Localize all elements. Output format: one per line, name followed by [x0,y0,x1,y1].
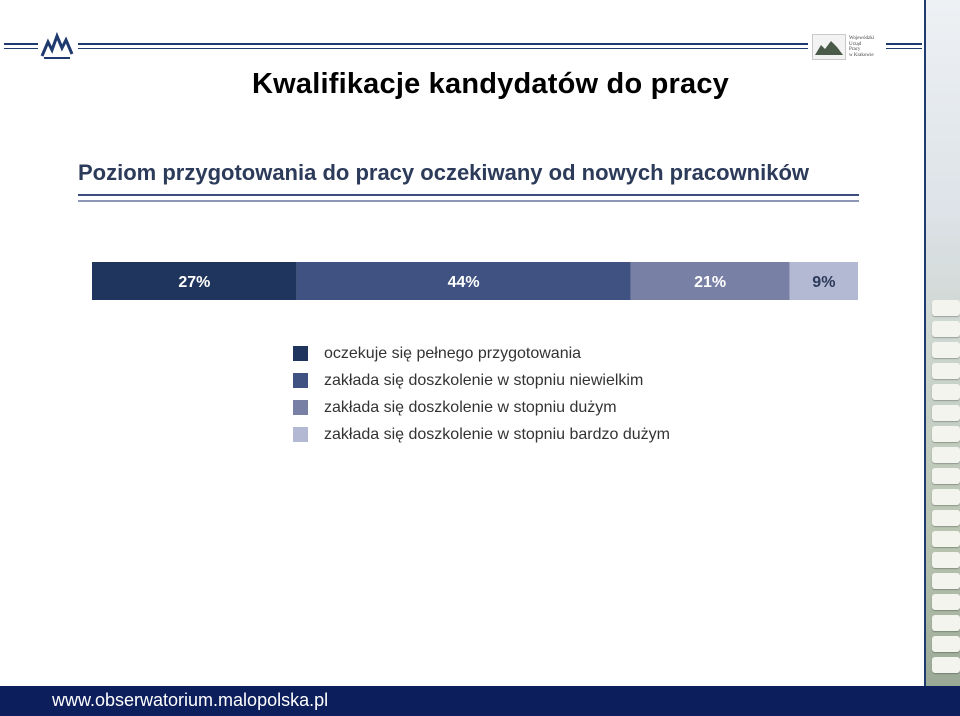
decorative-key [932,594,960,610]
legend-swatch-3 [293,400,308,415]
legend-item-3 [293,394,670,421]
legend-item-4 [293,421,670,448]
decorative-keyboard-strip [924,0,960,686]
legend-label-4: zakłada się doszkolenie w stopniu bardzo dużym [324,425,670,443]
bar-segment-label-1: 27% [178,274,211,291]
decorative-key [932,657,960,673]
legend-swatch-4 [293,427,308,442]
decorative-key [932,510,960,526]
decorative-key [932,300,960,316]
page-title: Kwalifikacje kandydatów do pracy [252,68,729,100]
decorative-key [932,321,960,337]
decorative-key [932,615,960,631]
legend-swatch-2 [293,373,308,388]
decorative-key [932,342,960,358]
decorative-key [932,552,960,568]
legend-label-2: zakłada się doszkolenie w stopniu niewielkim [324,371,644,389]
bar-segment-label-4: 9% [812,274,836,291]
bar-segment-label-2: 44% [447,274,480,291]
decorative-key [932,489,960,505]
decorative-key [932,363,960,379]
footer-bar [0,686,960,716]
decorative-key [932,531,960,547]
wup-logo-text: Wojewódzki Urząd Pracy w Krakowie [849,36,875,58]
footer-url[interactable]: www.obserwatorium.malopolska.pl [52,690,329,710]
decorative-key [932,468,960,484]
decorative-key [932,447,960,463]
decorative-key [932,426,960,442]
bar-segment-label-3: 21% [694,274,727,291]
decorative-key [932,573,960,589]
legend-item-2 [293,367,670,394]
legend-item-1 [293,340,670,367]
chart-title: Poziom przygotowania do pracy oczekiwany od nowych pracowników [78,160,810,185]
stacked-bar-chart [0,0,924,320]
legend-label-1: oczekuje się pełnego przygotowania [324,344,582,362]
decorative-key [932,384,960,400]
chart-legend [293,340,670,448]
legend-label-3: zakłada się doszkolenie w stopniu dużym [324,398,617,416]
decorative-key [932,636,960,652]
decorative-key [932,405,960,421]
legend-swatch-1 [293,346,308,361]
